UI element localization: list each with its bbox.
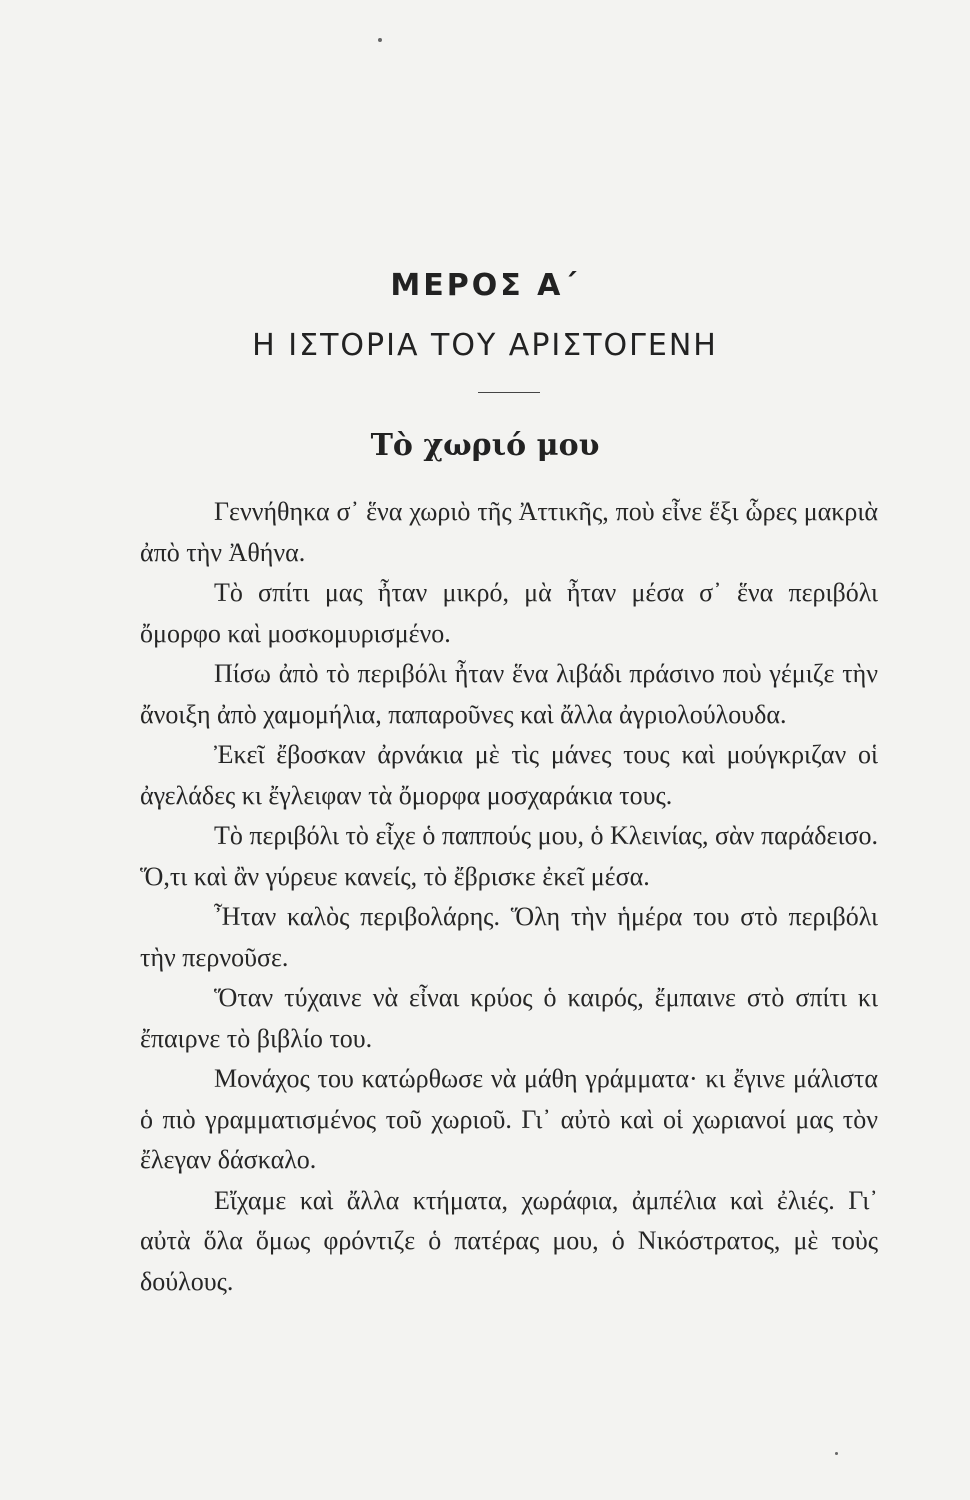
- title-divider: [478, 392, 540, 393]
- part-label: ΜΕΡΟΣ Α΄: [390, 268, 580, 303]
- paragraph: Γεννήθηκα σ᾽ ἕνα χωριὸ τῆς Ἀττικῆς, ποὺ εἶνε ἕξι ὧρες μακριὰ ἀπὸ τὴν Ἀθήνα.: [140, 497, 878, 567]
- paragraph: Εἴχαμε καὶ ἄλλα κτήματα, χωράφια, ἀμπέλια καὶ ἐλιές. Γι᾽ αὐτὰ ὅλα ὅμως φρόντιζε ὁ πατέρας μου, ὁ Νικόστρατος, μὲ τοὺς δούλους.: [140, 1185, 878, 1296]
- chapter-title: Τὸ χωριό μου: [370, 428, 600, 463]
- paper-speck: [378, 38, 382, 42]
- book-title: Η ΙΣΤΟΡΙΑ ΤΟΥ ΑΡΙΣΤΟΓΕΝΗ: [252, 328, 718, 363]
- paragraph: Μονάχος του κατώρθωσε νὰ μάθη γράμματα· κι ἔγινε μάλιστα ὁ πιὸ γραμματισμένος τοῦ χωριοῦ. Γι᾽ αὐτὸ καὶ οἱ χωριανοί μας τὸν ἔλεγαν δάσκαλο.: [140, 1064, 878, 1174]
- paragraph: Τὸ σπίτι μας ἦταν μικρό, μὰ ἦταν μέσα σ᾽ ἕνα περιβόλι ὄμορφο καὶ μοσκομυρισμένο.: [140, 578, 878, 648]
- paragraph: Ὅταν τύχαινε νὰ εἶναι κρύος ὁ καιρός, ἔμπαινε στὸ σπίτι κι ἔπαιρνε τὸ βιβλίο του.: [140, 983, 878, 1053]
- paper-speck: [835, 1452, 838, 1455]
- paragraph: Ἦταν καλὸς περιβολάρης. Ὅλη τὴν ἡμέρα του στὸ περιβόλι τὴν περνοῦσε.: [140, 902, 878, 972]
- paragraph: Τὸ περιβόλι τὸ εἶχε ὁ παππούς μου, ὁ Κλεινίας, σὰν παράδεισο. Ὅ,τι καὶ ἂν γύρευε κανείς, τὸ ἔβρισκε ἐκεῖ μέσα.: [140, 821, 878, 891]
- paragraph: Ἐκεῖ ἔβοσκαν ἀρνάκια μὲ τὶς μάνες τους καὶ μούγκριζαν οἱ ἀγελάδες κι ἔγλειφαν τὰ ὄμορφα μοσχαράκια τους.: [140, 740, 878, 810]
- chapter-body: [140, 492, 878, 1302]
- paragraph: Πίσω ἀπὸ τὸ περιβόλι ἦταν ἕνα λιβάδι πράσινο ποὺ γέμιζε τὴν ἄνοιξη ἀπὸ χαμομήλια, παπαροῦνες καὶ ἄλλα ἀγριολούλουδα.: [140, 659, 878, 729]
